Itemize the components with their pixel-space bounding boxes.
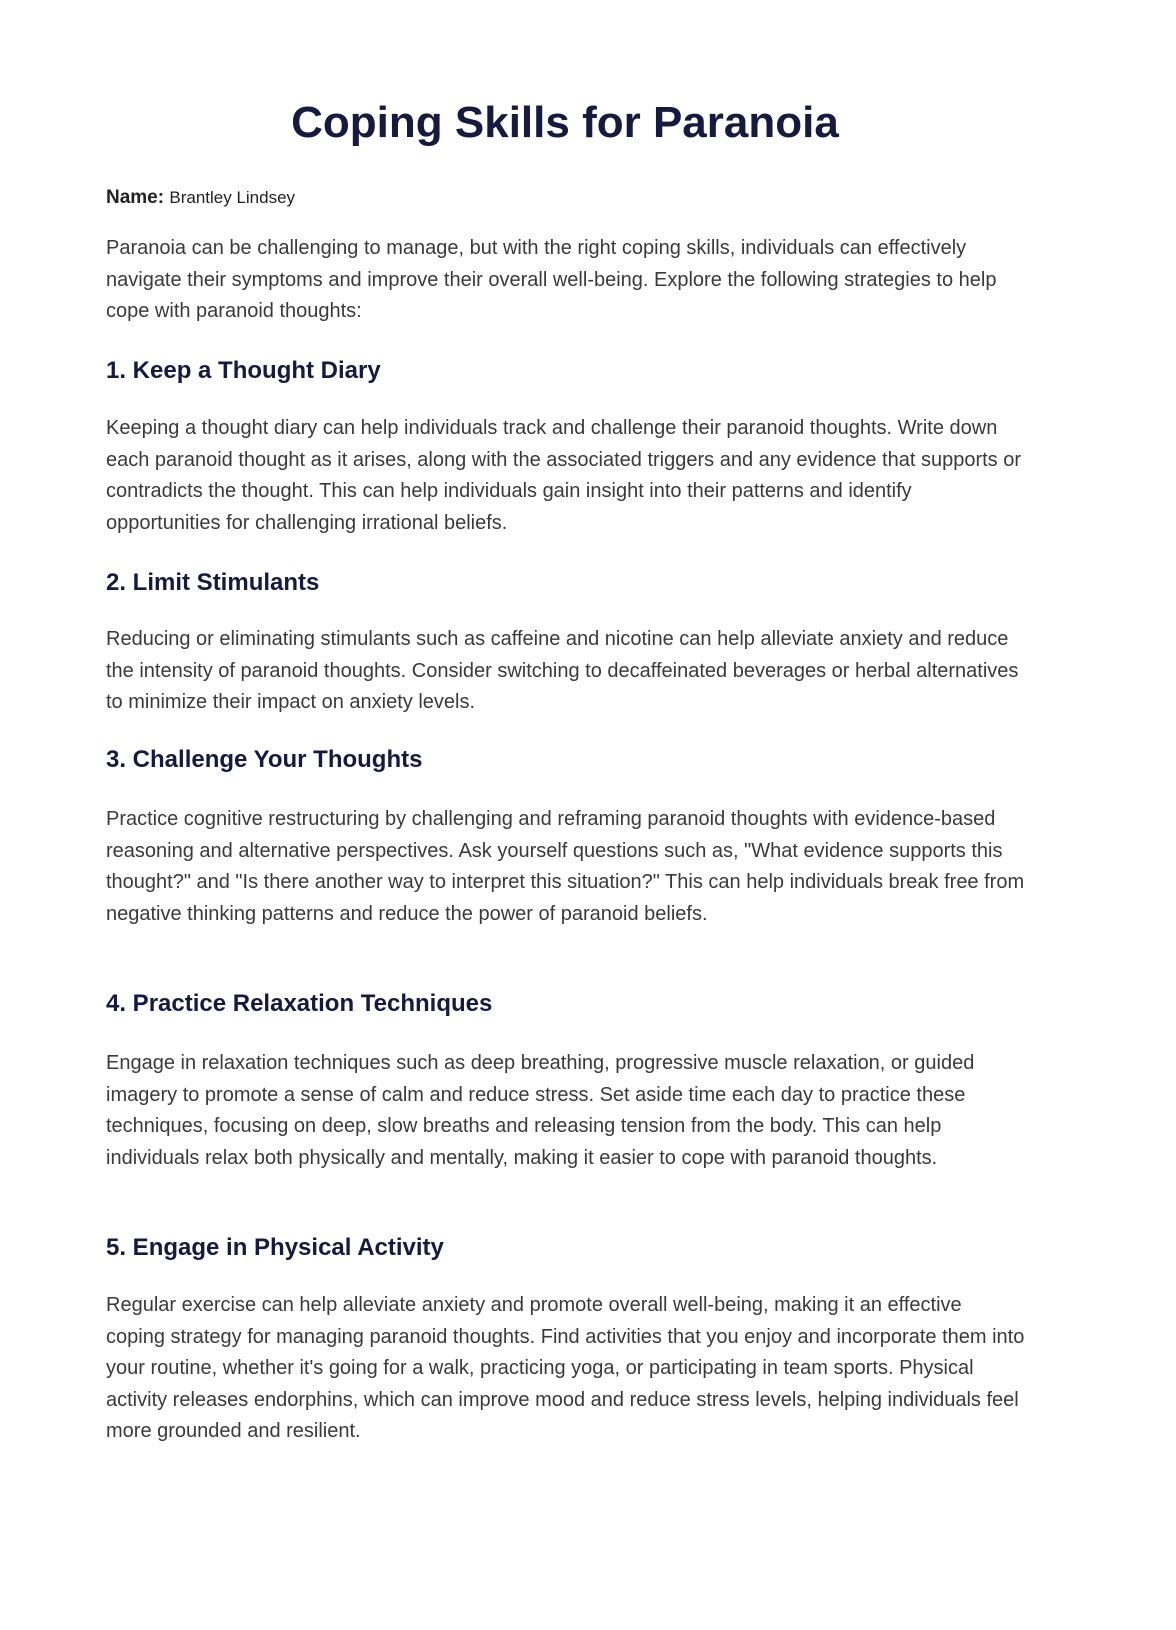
name-value: Brantley Lindsey xyxy=(169,188,296,207)
section-heading: 2. Limit Stimulants xyxy=(106,569,320,596)
section-body: Reducing or eliminating stimulants such as caffeine and nicotine can help alleviate anxiety and reduce the intensity of paranoid thoughts. Consider switching to decaffeinated beverages or herbal alternatives to minimize their impact on anxiety levels. xyxy=(106,628,1019,714)
section-body: Practice cognitive restructuring by challenging and reframing paranoid thoughts with evidence-based reasoning and alternative perspectives. Ask yourself questions such as, "What evidence supports this thought?" and "Is there another way to interpret this situation?" This can help individuals break free from negative thinking patterns and reduce the power of paranoid beliefs. xyxy=(106,808,1025,925)
section-body: Engage in relaxation techniques such as deep breathing, progressive muscle relaxation, or guided imagery to promote a sense of calm and reduce stress. Set aside time each day to practice these techniques, focusing on deep, slow breaths and releasing tension from the body. This can help individuals relax both physically and mentally, making it easier to cope with paranoid thoughts. xyxy=(106,1052,975,1169)
section-body: Keeping a thought diary can help individuals track and challenge their paranoid thoughts. Write down each paranoid thought as it arises, along with the associated triggers and any evidence that supports or contradicts the thought. This can help individuals gain insight into their patterns and identify opportunities for challenging irrational beliefs. xyxy=(106,417,1022,534)
section-heading: 3. Challenge Your Thoughts xyxy=(106,746,423,773)
section-body: Regular exercise can help alleviate anxiety and promote overall well-being, making it an effective coping strategy for managing paranoid thoughts. Find activities that you enjoy and incorporate them into your routine, whether it's going for a walk, practicing yoga, or participating in team sports. Physical activity releases endorphins, which can improve mood and reduce stress levels, helping individuals feel more grounded and resilient. xyxy=(106,1294,1025,1443)
page-title: Coping Skills for Paranoia xyxy=(291,98,839,147)
section-heading: 5. Engage in Physical Activity xyxy=(106,1234,444,1261)
section-heading: 4. Practice Relaxation Techniques xyxy=(106,990,493,1017)
name-label: Name: xyxy=(106,187,165,208)
intro-paragraph: Paranoia can be challenging to manage, but with the right coping skills, individuals can effectively navigate their symptoms and improve their overall well-being. Explore the following strategies to help cope with paranoid thoughts: xyxy=(106,237,997,323)
section-heading: 1. Keep a Thought Diary xyxy=(106,357,381,384)
name-field xyxy=(106,187,295,209)
